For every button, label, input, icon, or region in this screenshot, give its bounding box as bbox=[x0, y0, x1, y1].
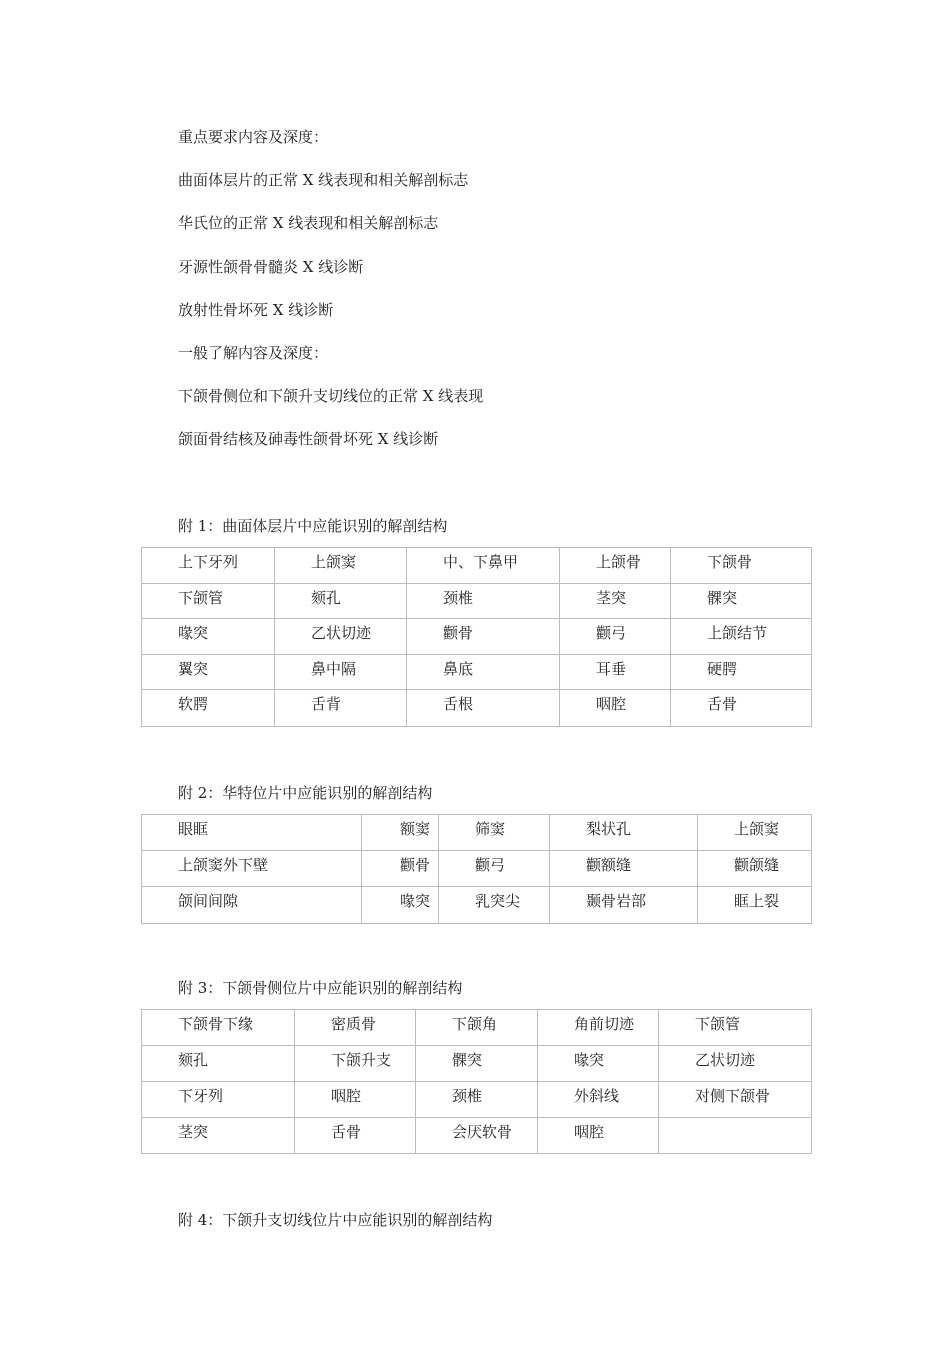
table-cell: 角前切迹 bbox=[538, 1010, 659, 1046]
table-cell: 下颌骨 bbox=[671, 548, 812, 584]
table-cell: 翼突 bbox=[142, 655, 275, 690]
appendix-1-table bbox=[141, 547, 812, 727]
table-cell: 下颌角 bbox=[416, 1010, 538, 1046]
table-cell: 下颌骨下缘 bbox=[142, 1010, 295, 1046]
table-cell: 密质骨 bbox=[295, 1010, 416, 1046]
understanding-item: 下颌骨侧位和下颌升支切线位的正常 X 线表现 bbox=[178, 387, 484, 405]
table-cell: 会厌软骨 bbox=[416, 1118, 538, 1154]
table-cell: 下牙列 bbox=[142, 1082, 295, 1118]
table-cell: 颧颌缝 bbox=[698, 851, 812, 887]
table-cell: 颞骨岩部 bbox=[550, 887, 698, 924]
appendix-3-title: 附 3：下颌骨侧位片中应能识别的解剖结构 bbox=[178, 979, 463, 997]
table-row bbox=[142, 548, 812, 584]
table-cell: 颧弓 bbox=[439, 851, 550, 887]
table-row bbox=[142, 1082, 812, 1118]
table-cell: 上颌骨 bbox=[560, 548, 671, 584]
table-cell: 颏孔 bbox=[142, 1046, 295, 1082]
table-cell: 筛窦 bbox=[439, 815, 550, 851]
table-cell: 乳突尖 bbox=[439, 887, 550, 924]
heading-key-requirements: 重点要求内容及深度： bbox=[178, 128, 329, 146]
table-cell: 下颌升支 bbox=[295, 1046, 416, 1082]
table-cell: 喙突 bbox=[142, 619, 275, 655]
table-cell: 软腭 bbox=[142, 690, 275, 727]
table-cell: 眼眶 bbox=[142, 815, 362, 851]
table-row bbox=[142, 1046, 812, 1082]
table-cell: 耳垂 bbox=[560, 655, 671, 690]
table-cell: 乙状切迹 bbox=[275, 619, 407, 655]
understanding-item: 颌面骨结核及砷毒性颌骨坏死 X 线诊断 bbox=[178, 430, 439, 448]
table-cell: 咽腔 bbox=[295, 1082, 416, 1118]
table-cell: 髁突 bbox=[416, 1046, 538, 1082]
heading-general-understanding: 一般了解内容及深度： bbox=[178, 344, 329, 362]
requirement-item: 曲面体层片的正常 X 线表现和相关解剖标志 bbox=[178, 171, 469, 189]
table-cell: 下颌管 bbox=[659, 1010, 812, 1046]
table-cell: 舌骨 bbox=[671, 690, 812, 727]
table-cell: 梨状孔 bbox=[550, 815, 698, 851]
table-row bbox=[142, 584, 812, 619]
table-cell: 额窦 bbox=[362, 815, 439, 851]
table-cell: 颧弓 bbox=[560, 619, 671, 655]
table-cell: 喙突 bbox=[362, 887, 439, 924]
table-cell: 下颌管 bbox=[142, 584, 275, 619]
table-cell: 茎突 bbox=[560, 584, 671, 619]
table-cell: 外斜线 bbox=[538, 1082, 659, 1118]
table-cell: 硬腭 bbox=[671, 655, 812, 690]
table-cell: 颈椎 bbox=[416, 1082, 538, 1118]
table-row bbox=[142, 690, 812, 727]
table-cell: 髁突 bbox=[671, 584, 812, 619]
table-cell: 乙状切迹 bbox=[659, 1046, 812, 1082]
appendix-4-title: 附 4：下颌升支切线位片中应能识别的解剖结构 bbox=[178, 1211, 493, 1229]
table-cell: 颏孔 bbox=[275, 584, 407, 619]
table-cell: 鼻中隔 bbox=[275, 655, 407, 690]
table-row bbox=[142, 619, 812, 655]
table-row bbox=[142, 655, 812, 690]
appendix-1-title: 附 1：曲面体层片中应能识别的解剖结构 bbox=[178, 517, 448, 535]
table-cell: 喙突 bbox=[538, 1046, 659, 1082]
table-cell: 舌根 bbox=[407, 690, 560, 727]
table-cell: 颧骨 bbox=[407, 619, 560, 655]
table-cell: 舌骨 bbox=[295, 1118, 416, 1154]
table-cell: 颌间间隙 bbox=[142, 887, 362, 924]
requirement-item: 华氏位的正常 X 线表现和相关解剖标志 bbox=[178, 214, 439, 232]
table-cell: 上下牙列 bbox=[142, 548, 275, 584]
table-cell: 鼻底 bbox=[407, 655, 560, 690]
table-cell: 咽腔 bbox=[538, 1118, 659, 1154]
table-cell: 上颌窦 bbox=[698, 815, 812, 851]
table-cell: 颈椎 bbox=[407, 584, 560, 619]
table-cell: 上颌结节 bbox=[671, 619, 812, 655]
table-row bbox=[142, 887, 812, 924]
requirement-item: 牙源性颌骨骨髓炎 X 线诊断 bbox=[178, 258, 364, 276]
table-cell: 中、下鼻甲 bbox=[407, 548, 560, 584]
table-row bbox=[142, 1010, 812, 1046]
appendix-2-title: 附 2：华特位片中应能识别的解剖结构 bbox=[178, 784, 433, 802]
appendix-3-table bbox=[141, 1009, 812, 1154]
table-cell: 上颌窦 bbox=[275, 548, 407, 584]
table-row bbox=[142, 851, 812, 887]
table-cell: 对侧下颌骨 bbox=[659, 1082, 812, 1118]
table-cell: 颧骨 bbox=[362, 851, 439, 887]
table-row bbox=[142, 815, 812, 851]
table-row bbox=[142, 1118, 812, 1154]
table-cell bbox=[659, 1118, 812, 1154]
table-cell: 眶上裂 bbox=[698, 887, 812, 924]
table-cell: 咽腔 bbox=[560, 690, 671, 727]
table-cell: 茎突 bbox=[142, 1118, 295, 1154]
table-cell: 上颌窦外下壁 bbox=[142, 851, 362, 887]
requirement-item: 放射性骨坏死 X 线诊断 bbox=[178, 301, 334, 319]
table-cell: 舌背 bbox=[275, 690, 407, 727]
appendix-2-table bbox=[141, 814, 812, 924]
table-cell: 颧额缝 bbox=[550, 851, 698, 887]
